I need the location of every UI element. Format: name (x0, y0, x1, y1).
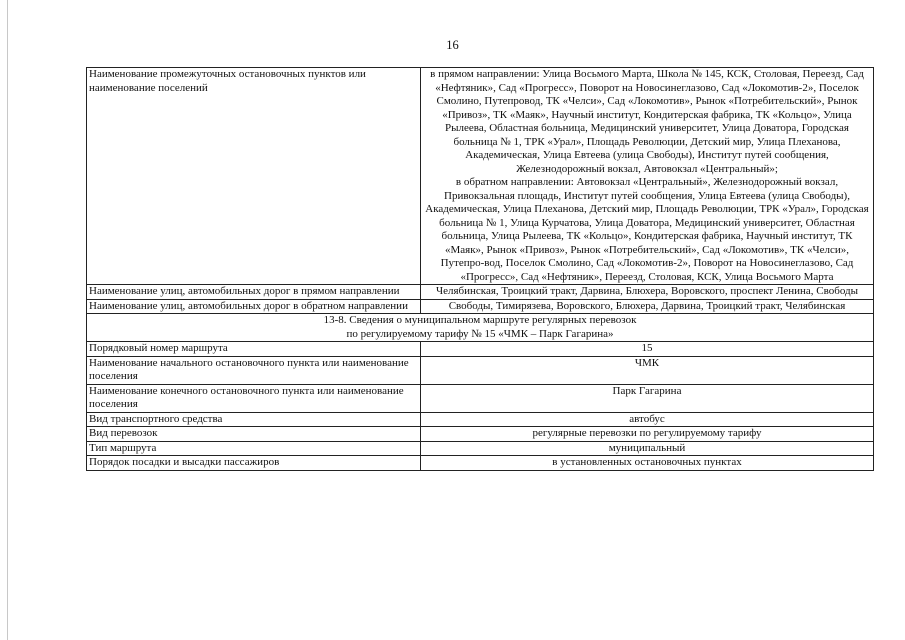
route-type-value: муниципальный (421, 441, 874, 456)
transport-kind-value: регулярные перевозки по регулируемому тарифу (421, 427, 874, 442)
section-heading-row (87, 314, 874, 342)
streets-forward-label: Наименование улиц, автомобильных дорог в прямом направлении (87, 285, 421, 300)
intermediate-stops-row (87, 68, 874, 285)
stops-backward-text: в обратном направлении: Автовокзал «Центральный», Железнодорожный вокзал, Привокзальная площадь, Институт путей сообщения, Улица Евтеева (улица Свободы), Академическая, Улица Плеханова, Детский мир, Площадь Революции, ТРК «Урал», Городская больница № 1, Улица Курчатова, Улица Доватора, Медицинский университет, Областная больница, Улица Рылеева, ТК «Кольцо», Кондитерская фабрика, Научный институт, ТК «Маяк», Рынок «Привоз», Рынок «Потребительский», Сад «Локомотив», ТК «Челси», Путепро-вод, Поселок Смолино, Сад «Локомотив-2», Поворот на Новосинеглазово, Сад «Прогресс», Сад «Нефтяник», Переезд, Столовая, КСК, Улица Восьмого Марта (425, 176, 869, 283)
vehicle-type-row (87, 412, 874, 427)
boarding-order-row (87, 456, 874, 471)
route-type-row (87, 441, 874, 456)
transport-kind-label: Вид перевозок (87, 427, 421, 442)
page-number: 16 (446, 38, 459, 52)
intermediate-stops-value (421, 68, 874, 285)
route-number-value: 15 (421, 342, 874, 357)
boarding-order-value: в установленных остановочных пунктах (421, 456, 874, 471)
vehicle-type-value: автобус (421, 412, 874, 427)
stops-forward-text: в прямом направлении: Улица Восьмого Марта, Школа № 145, КСК, Столовая, Переезд, Сад «Нефтяник», Сад «Прогресс», Поворот на Новосинеглазово, Сад «Локомотив-2», Поселок Смолино, Путепровод, ТК «Челси», Сад «Локомотив», Рынок «Потребительский», Рынок «Привоз», ТК «Маяк», Научный институт, Кондитерская фабрика, ТК «Кольцо», Улица Рылеева, Областная больница, Медицинский университет, Улица Доватора, Городская больница № 1, ТРК «Урал», Площадь Революции, Детский мир, Улица Плеханова, Академическая, Улица Евтеева (улица Свободы), Институт путей сообщения, Железнодорожный вокзал, Автовокзал «Центральный»; (430, 68, 864, 175)
section-heading-line1: 13-8. Сведения о муниципальном маршруте регулярных перевозок (323, 314, 637, 326)
boarding-order-label: Порядок посадки и высадки пассажиров (87, 456, 421, 471)
start-stop-label: Наименование начального остановочного пункта или наименование поселения (87, 356, 421, 384)
start-stop-value: ЧМК (421, 356, 874, 384)
transport-kind-row (87, 427, 874, 442)
end-stop-label: Наименование конечного остановочного пункта или наименование поселения (87, 384, 421, 412)
section-heading-line2: по регулируемому тарифу № 15 «ЧМК – Парк Гагарина» (346, 327, 614, 340)
section-heading (87, 314, 874, 342)
streets-backward-value: Свободы, Тимирязева, Воровского, Блюхера, Дарвина, Троицкий тракт, Челябинская (421, 299, 874, 314)
start-stop-row (87, 356, 874, 384)
route-number-row (87, 342, 874, 357)
end-stop-value: Парк Гагарина (421, 384, 874, 412)
route-info-table (86, 67, 874, 471)
scan-edge-line (7, 0, 8, 640)
streets-backward-label: Наименование улиц, автомобильных дорог в обратном направлении (87, 299, 421, 314)
vehicle-type-label: Вид транспортного средства (87, 412, 421, 427)
streets-forward-value: Челябинская, Троицкий тракт, Дарвина, Блюхера, Воровского, проспект Ленина, Свободы (421, 285, 874, 300)
streets-forward-row (87, 285, 874, 300)
intermediate-stops-label: Наименование промежуточных остановочных пунктов или наименование поселений (87, 68, 421, 285)
streets-backward-row (87, 299, 874, 314)
route-type-label: Тип маршрута (87, 441, 421, 456)
route-number-label: Порядковый номер маршрута (87, 342, 421, 357)
end-stop-row (87, 384, 874, 412)
